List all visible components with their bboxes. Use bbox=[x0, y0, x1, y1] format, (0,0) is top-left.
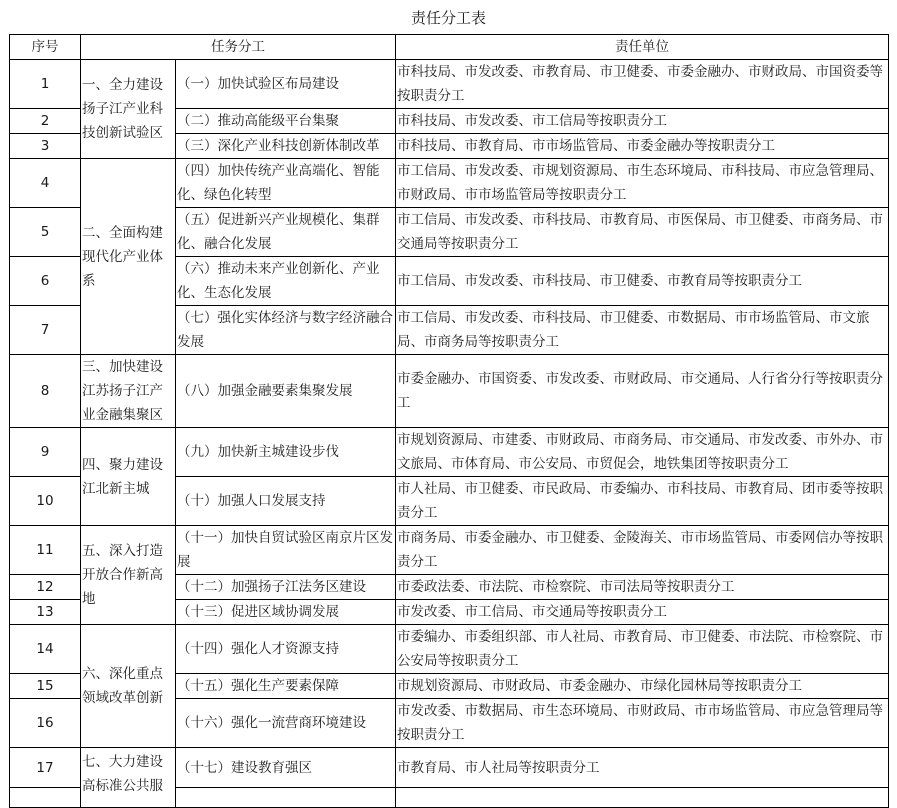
table-title: 责任分工表 bbox=[410, 9, 486, 27]
unit-cell: 市商务局、市委金融办、市卫健委、金陵海关、市市场监管局、市委网信办等按职责分工 bbox=[396, 526, 889, 575]
row-number: 13 bbox=[10, 600, 81, 625]
row-number: 2 bbox=[10, 109, 81, 134]
task-cell: （十二）加强扬子江法务区建设 bbox=[176, 575, 396, 600]
unit-cell: 市教育局、市人社局等按职责分工 bbox=[396, 748, 889, 788]
task-cell: （三）深化产业科技创新体制改革 bbox=[176, 134, 396, 159]
unit-cell: 市委金融办、市国资委、市发改委、市财政局、市交通局、人行省分行等按职责分工 bbox=[396, 355, 889, 428]
row-number: 14 bbox=[10, 625, 81, 674]
unit-cell: 市规划资源局、市建委、市财政局、市商务局、市交通局、市发改委、市外办、市文旅局、市体育局、市公安局、市贸促会，地铁集团等按职责分工 bbox=[396, 428, 889, 477]
row-number-empty bbox=[10, 788, 81, 808]
task-cell: （十）加强人口发展支持 bbox=[176, 477, 396, 526]
table-row bbox=[10, 526, 889, 575]
row-number: 4 bbox=[10, 159, 81, 208]
row-number: 12 bbox=[10, 575, 81, 600]
header-row bbox=[10, 35, 889, 60]
task-cell: （六）推动未来产业创新化、产业化、生态化发展 bbox=[176, 257, 396, 306]
task-cell: （十五）强化生产要素保障 bbox=[176, 674, 396, 699]
unit-cell: 市规划资源局、市财政局、市委金融办、市绿化园林局等按职责分工 bbox=[396, 674, 889, 699]
unit-cell: 市工信局、市发改委、市科技局、市卫健委、市数据局、市市场监管局、市文旅局、市商务局等按职责分工 bbox=[396, 306, 889, 355]
unit-cell: 市科技局、市发改委、市工信局等按职责分工 bbox=[396, 109, 889, 134]
table-row bbox=[10, 625, 889, 674]
row-number: 6 bbox=[10, 257, 81, 306]
table-row bbox=[10, 355, 889, 428]
unit-cell: 市科技局、市发改委、市教育局、市卫健委、市委金融办、市财政局、市国资委等按职责分工 bbox=[396, 60, 889, 109]
unit-cell: 市人社局、市卫健委、市民政局、市委编办、市科技局、市教育局、团市委等按职责分工 bbox=[396, 477, 889, 526]
table-row bbox=[10, 60, 889, 109]
task-cell: （十六）强化一流营商环境建设 bbox=[176, 699, 396, 748]
area-cell: 六、深化重点领域改革创新 bbox=[81, 625, 176, 748]
unit-cell: 市工信局、市发改委、市规划资源局、市生态环境局、市科技局、市应急管理局、市财政局、市市场监管局等按职责分工 bbox=[396, 159, 889, 208]
unit-cell: 市发改委、市工信局、市交通局等按职责分工 bbox=[396, 600, 889, 625]
header-seq: 序号 bbox=[10, 35, 81, 60]
row-number: 1 bbox=[10, 60, 81, 109]
task-cell: （四）加快传统产业高端化、智能化、绿色化转型 bbox=[176, 159, 396, 208]
task-cell: （二）推动高能级平台集聚 bbox=[176, 109, 396, 134]
row-number: 8 bbox=[10, 355, 81, 428]
unit-cell-empty bbox=[396, 788, 889, 808]
row-number: 16 bbox=[10, 699, 81, 748]
task-cell: （五）促进新兴产业规模化、集群化、融合化发展 bbox=[176, 208, 396, 257]
task-cell: （十七）建设教育强区 bbox=[176, 748, 396, 788]
row-number: 7 bbox=[10, 306, 81, 355]
table-row bbox=[10, 159, 889, 208]
unit-cell: 市委政法委、市法院、市检察院、市司法局等按职责分工 bbox=[396, 575, 889, 600]
row-number: 9 bbox=[10, 428, 81, 477]
unit-cell: 市科技局、市教育局、市市场监管局、市委金融办等按职责分工 bbox=[396, 134, 889, 159]
task-cell: （十一）加快自贸试验区南京片区发展 bbox=[176, 526, 396, 575]
area-cell: 三、加快建设江苏扬子江产业金融集聚区 bbox=[81, 355, 176, 428]
task-cell: （十三）促进区域协调发展 bbox=[176, 600, 396, 625]
task-cell: （一）加快试验区布局建设 bbox=[176, 60, 396, 109]
row-number: 5 bbox=[10, 208, 81, 257]
row-number: 10 bbox=[10, 477, 81, 526]
row-number: 17 bbox=[10, 748, 81, 788]
header-unit: 责任单位 bbox=[396, 35, 889, 60]
task-cell: （十四）强化人才资源支持 bbox=[176, 625, 396, 674]
unit-cell: 市委编办、市委组织部、市人社局、市教育局、市卫健委、市法院、市检察院、市公安局等按职责分工 bbox=[396, 625, 889, 674]
unit-cell: 市工信局、市发改委、市科技局、市教育局、市医保局、市卫健委、市商务局、市交通局等按职责分工 bbox=[396, 208, 889, 257]
task-cell-empty bbox=[176, 788, 396, 808]
row-number: 15 bbox=[10, 674, 81, 699]
row-number: 11 bbox=[10, 526, 81, 575]
task-cell: （八）加强金融要素集聚发展 bbox=[176, 355, 396, 428]
area-cell: 一、全力建设扬子江产业科技创新试验区 bbox=[81, 60, 176, 159]
unit-cell: 市工信局、市发改委、市科技局、市卫健委、市教育局等按职责分工 bbox=[396, 257, 889, 306]
table-row bbox=[10, 428, 889, 477]
responsibility-table bbox=[9, 34, 889, 808]
area-cell: 二、全面构建现代化产业体系 bbox=[81, 159, 176, 355]
area-cell: 五、深入打造开放合作新高地 bbox=[81, 526, 176, 625]
task-cell: （七）强化实体经济与数字经济融合发展 bbox=[176, 306, 396, 355]
task-cell: （九）加快新主城建设步伐 bbox=[176, 428, 396, 477]
row-number: 3 bbox=[10, 134, 81, 159]
header-task: 任务分工 bbox=[81, 35, 396, 60]
table-row bbox=[10, 748, 889, 788]
unit-cell: 市发改委、市数据局、市生态环境局、市财政局、市市场监管局、市应急管理局等按职责分工 bbox=[396, 699, 889, 748]
area-cell: 七、大力建设高标准公共服 bbox=[81, 748, 176, 808]
area-cell: 四、聚力建设江北新主城 bbox=[81, 428, 176, 526]
